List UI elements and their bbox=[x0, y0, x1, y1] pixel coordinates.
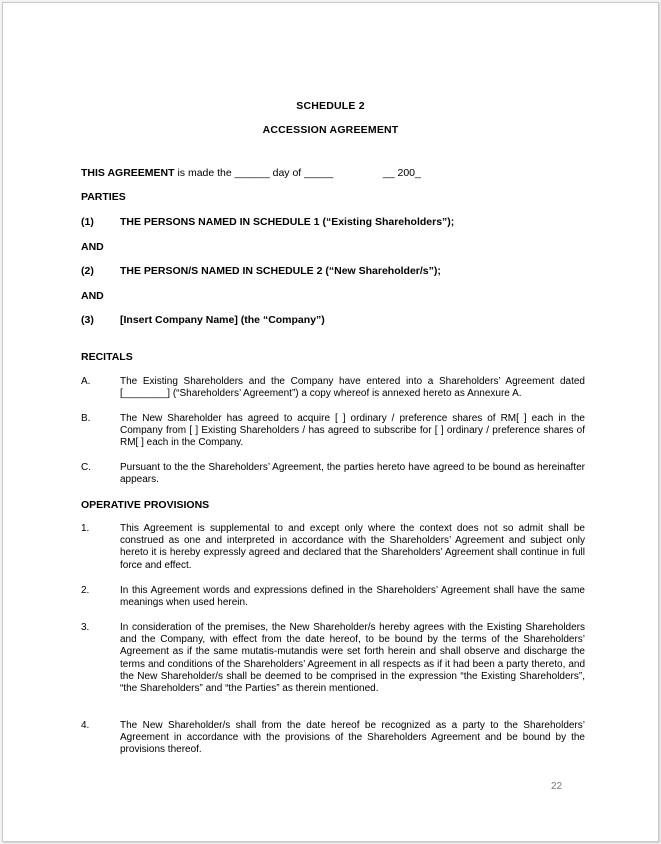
recital-letter: A. bbox=[81, 376, 91, 387]
provision-number: 4. bbox=[81, 720, 90, 731]
provision-number: 3. bbox=[81, 622, 90, 633]
and-label: AND bbox=[81, 290, 104, 302]
provision-text: In this Agreement words and expressions defined in the Shareholders’ Agreement shall have the same meanings when used herein. bbox=[120, 585, 585, 609]
recital-text: The New Shareholder has agreed to acquire [ ] ordinary / preference shares of RM[ ] each in the Company from [ ] Existing Shareholders / has agreed to subscribe for [ ] ordinary / preference shares of RM[ ] each in the Company. bbox=[120, 413, 585, 449]
provision-number: 1. bbox=[81, 523, 90, 534]
provision-text: This Agreement is supplemental to and except only where the context does not so admit shall be construed as one and interpreted in accordance with the Shareholders’ Agreement and subject only hereto it is hereby expressly agreed and declared that the Shareholders’ Agreement shall continue in full force and effect. bbox=[120, 523, 585, 571]
provision-number: 2. bbox=[81, 585, 90, 596]
agreement-title: ACCESSION AGREEMENT bbox=[262, 124, 399, 136]
intro-bold: THIS AGREEMENT bbox=[81, 167, 175, 179]
party-number: (3) bbox=[81, 314, 94, 326]
parties-heading: PARTIES bbox=[81, 191, 126, 203]
party-number: (1) bbox=[81, 216, 94, 228]
recital-text: The Existing Shareholders and the Company have entered into a Shareholders’ Agreement dated [________] (“Shareholders’ Agreement”) a copy whereof is annexed hereto as Annexure A. bbox=[120, 376, 585, 400]
operative-heading: OPERATIVE PROVISIONS bbox=[81, 499, 210, 511]
and-label: AND bbox=[81, 241, 104, 253]
page-number: 22 bbox=[551, 781, 563, 792]
party-text: THE PERSONS NAMED IN SCHEDULE 1 (“Existing Shareholders”); bbox=[120, 216, 455, 228]
recital-letter: C. bbox=[81, 462, 91, 473]
party-text: [Insert Company Name] (the “Company”) bbox=[120, 314, 325, 326]
document-page bbox=[2, 2, 659, 842]
provision-text: The New Shareholder/s shall from the date hereof be recognized as a party to the Shareholders’ Agreement in accordance with the provisions of the Shareholders Agreement and be bound by the provisions thereof. bbox=[120, 720, 585, 756]
party-number: (2) bbox=[81, 265, 94, 277]
intro-line bbox=[81, 167, 421, 179]
recital-text: Pursuant to the the Shareholders’ Agreement, the parties hereto have agreed to be bound as hereinafter appears. bbox=[120, 462, 585, 486]
schedule-title: SCHEDULE 2 bbox=[296, 100, 365, 112]
party-text: THE PERSON/S NAMED IN SCHEDULE 2 (“New Shareholder/s”); bbox=[120, 265, 441, 277]
intro-rest: is made the ______ day of _____ __ 200_ bbox=[174, 167, 421, 179]
recitals-heading: RECITALS bbox=[81, 351, 133, 363]
recital-letter: B. bbox=[81, 413, 91, 424]
provision-text: In consideration of the premises, the New Shareholder/s hereby agrees with the Existing Shareholders and the Company, with effect from the date hereof, to be bound by the terms of the Shareholders’ Agreement as if the same mutatis-mutandis were set forth herein and shall observe and discharge the terms and conditions of the Shareholders’ Agreement in all respects as if it had been a party thereto, and the New Shareholder/s shall be deemed to be comprised in the expression “the Existing Shareholders”, “the Shareholders” and “the Parties” as therein mentioned. bbox=[120, 622, 585, 695]
